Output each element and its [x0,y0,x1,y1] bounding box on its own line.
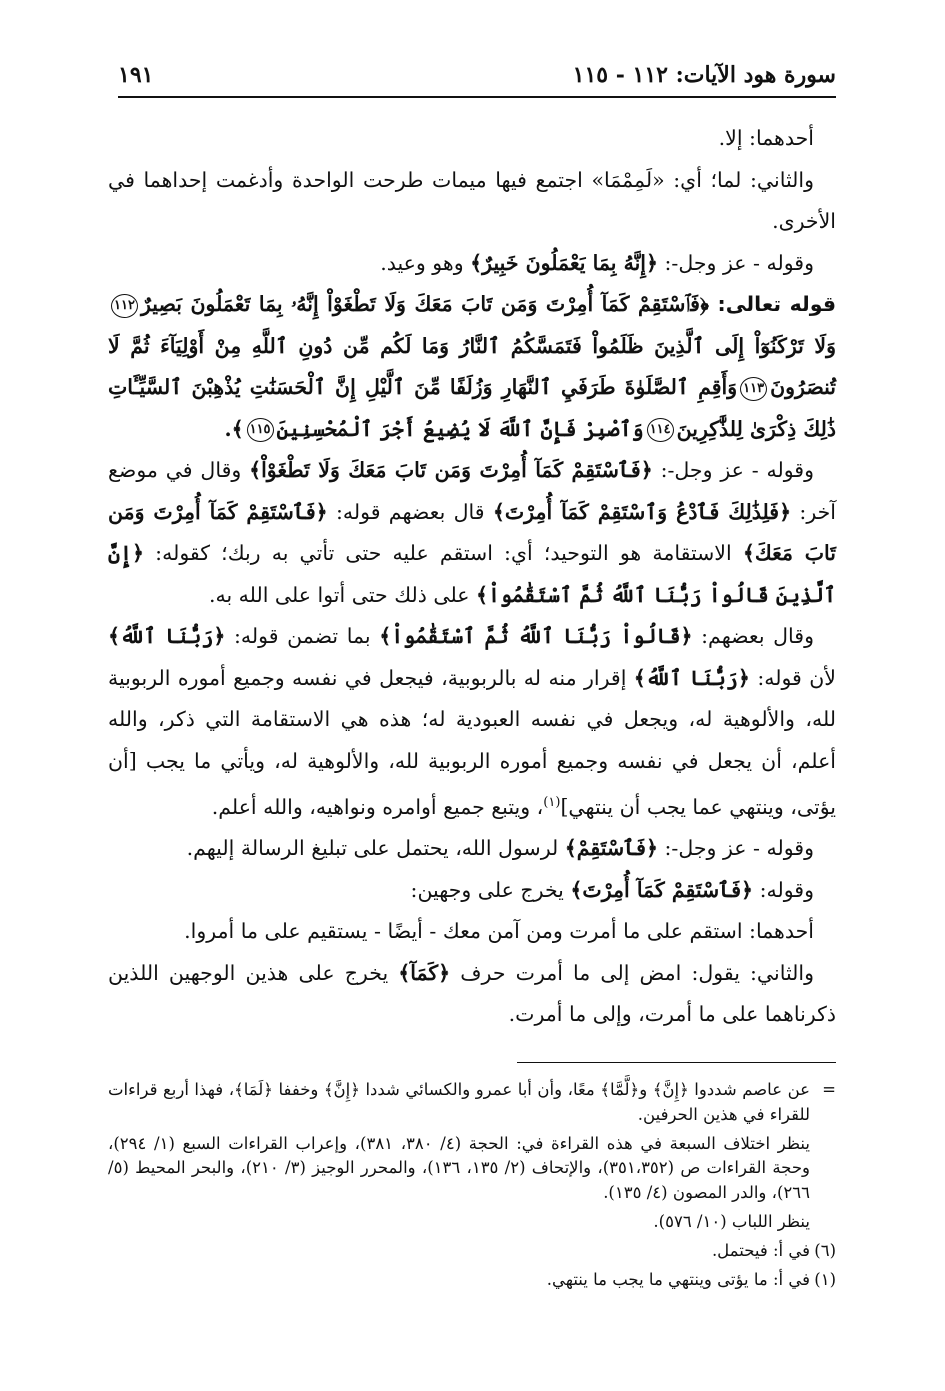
text: والثاني: لما؛ أي: «لَمِمْمَا» اجتمع فيها ميمات طرحت الواحدة وأدغمت إحداهما في الأخرى. [108,167,836,233]
footnote-text: ينظر اختلاف السبعة في هذه القراءة في: الحجة (٤/ ٣٨٠، ٣٨١)، وإعراب القراءات السبع (١/ ٢٩٤)، وحجة القراءات ص (٣٥١،٣٥٢)، والإتحاف (٢/ ١٣٥، ١٣٦)، والمحرر الوجيز (٣/ ٢١٠)، والبحر المحيط (٥/ ٢٦٦)، والدر المصون (٤/ ١٣٥). [108,1133,810,1203]
paragraph [108,243,836,285]
footnote-reference-text [108,1210,836,1235]
paragraph [108,450,836,616]
running-title: سورة هود الآيات: ١١٢ - ١١٥ [572,62,836,88]
quran-verse: ﴿فَٱسْتَقِمْ﴾ [564,836,658,861]
paragraph [108,911,836,953]
footnote-separator [517,1062,836,1063]
ayah-number-marker: ١١٥ [247,418,274,442]
text: وقال بعضهم: [692,624,815,648]
quran-verse: ﴿فَلِذَٰلِكَ فَٱدْعُ وَٱسْتَقِمْ كَمَآ أُمِرْتَ﴾ [492,499,792,524]
text: وقوله: [753,877,814,902]
text: إقرار منه له بالربوبية، فيجعل في نفسه وجميع أموره الربوبية لله، والألوهية له، ويجعل في نفسه العبودية له؛ هذه هي الاستقامة التي ذكر، والله أعلم، أن يجعل في نفسه وجميع أموره الربوبية لله، والألوهية له، ويأتي ما يجب [أن يؤتى، وينتهي عما يجب أن ينتهي] [108,665,836,819]
ayah-number-marker: ١١٤ [647,418,674,442]
paragraph [108,118,836,160]
quran-verse: وَلَا تَرْكَنُوٓاْ إِلَى ٱلَّذِينَ ظَلَمُواْ فَتَمَسَّكُمُ ٱلنَّارُ وَمَا لَكُم مِّن دُونِ ٱللَّهِ مِنْ أَوْلِيَآءَ ثُمَّ لَا تُنصَرُونَ [108,333,836,399]
quran-verse: ﴿رَبُّنَا ٱللَّهُ﴾ [108,624,226,648]
text: بما تضمن قوله: [225,624,380,648]
quran-verse: ﴿إِنَّهُ بِمَا يَعْمَلُونَ خَبِيرٌ﴾ [470,250,658,275]
footnote-continuation [108,1078,836,1128]
footnote-number: (١) [814,1269,836,1289]
footnote-text: في أ: فيحتمل. [711,1240,810,1260]
quran-verse: ﴿فَٱسْتَقِمْ كَمَآ أُمِرْتَ وَمَن تَابَ مَعَكَ وَلَا تَطْغَوْاْ إِنَّهُۥ بِمَا تَعْمَلُونَ بَصِيرٌ [140,292,709,316]
quran-verse: ﴿فَٱسْتَقِمْ كَمَآ أُمِرْتَ وَمَن تَابَ مَعَكَ﴾ [108,499,836,565]
text: والثاني: يقول: امض إلى ما أمرت حرف [450,960,815,985]
text: على ذلك حتى أتوا على الله به. [208,582,476,607]
paragraph [108,953,836,1036]
text: لأن قوله: [749,665,836,690]
text: يخرج على وجهين: [410,877,571,902]
text: لرسول الله، يحتمل على تبليغ الرسالة إليهم. [186,836,565,861]
ayah-number-marker: ١١٣ [740,377,767,401]
text: أحدهما: إلا. [718,126,814,150]
text: وقوله - عز وجل-: [658,250,814,275]
paragraph [108,828,836,870]
text: الاستقامة هو التوحيد؛ أي: استقم عليه حتى تأتي به ربك؛ كقوله: [144,541,743,565]
verse-lead: قوله تعالى: [708,292,837,316]
footnote-reference-text [108,1132,836,1206]
paragraph [108,160,836,243]
footnote-text: في أ: ما يؤتى وينتهي ما يجب ما ينتهي. [546,1269,810,1289]
text: ، ويتبع جميع أوامره ونواهيه، والله أعلم. [211,794,544,819]
footnote-item [108,1239,836,1264]
quran-verse: ﴿إِنَّ ٱلَّذِينَ قَالُواْ رَبُّنَا ٱللَّهُ ثُمَّ ٱسْتَقَٰمُواْ﴾ [108,541,836,607]
text: قال بعضهم قوله: [327,499,493,524]
text: وهو وعيد. [380,250,471,275]
text: يخرج على هذين الوجهين اللذين ذكرناهما على ما أمرت، وإلى ما أمرت. [108,960,836,1027]
paragraph [108,870,836,912]
quran-verse: وَٱصْبِرْ فَإِنَّ ٱللَّهَ لَا يُضِيعُ أَجْرَ ٱلْمُحْسِنِينَ [276,416,644,441]
text: وقوله - عز وجل-: [658,836,814,861]
quran-verse: ﴿فَٱسْتَقِمْ كَمَآ أُمِرْتَ وَمَن تَابَ مَعَكَ وَلَا تَطْغَوْاْ﴾ [249,458,653,482]
quran-verse: ﴿قَالُواْ رَبُّنَا ٱللَّهُ ثُمَّ ٱسْتَقَٰمُواْ﴾ [379,624,693,648]
footnotes [108,1078,836,1292]
verse-close: ﴾. [224,416,244,441]
page-header [118,56,836,98]
footnote-text: ينظر اللباب (١٠/ ٥٧٦). [653,1211,810,1231]
page-number: ١٩١ [118,62,154,88]
footnote-text: عن عاصم شددوا ﴿إِنَّ﴾ و﴿لَّمَّا﴾ معًا، وأن أبا عمرو والكسائي شددا ﴿إِنَّ﴾ وخففا ﴿لَمَا﴾، فهذا أربع قراءات للقراء في هذين الحرفين. [108,1080,810,1124]
footnote-reference[interactable]: (١) [543,795,561,810]
text: وقوله - عز وجل-: [652,458,814,482]
continuation-mark: = [822,1080,836,1099]
footnote-number: (٦) [814,1240,836,1260]
quran-verse: ﴿رَبُّنَا ٱللَّهُ﴾ [633,665,750,690]
quran-verse: ﴿فَٱسْتَقِمْ كَمَآ أُمِرْتَ﴾ [570,877,754,902]
main-text [108,118,836,1036]
footnote-item [108,1268,836,1293]
paragraph [108,616,836,828]
quran-verse: ﴿كَمَآ﴾ [398,960,451,985]
text: أحدهما: استقم على ما أمرت ومن آمن معك - أيضًا - يستقيم على ما أمروا. [184,919,814,944]
quran-verse: وَأَقِمِ ٱلصَّلَوٰةَ طَرَفَيِ ٱلنَّهَارِ وَزُلَفًا مِّنَ ٱلَّيْلِ إِنَّ ٱلْحَسَنَٰتِ يُذْهِبْنَ ٱلسَّيِّـَٔاتِ ذَٰلِكَ ذِكْرَىٰ لِلذَّٰكِرِينَ [108,375,836,441]
verse-paragraph [108,284,836,450]
text: وقال في موضع آخر: [108,458,836,524]
ayah-number-marker: ١١٢ [111,294,138,318]
